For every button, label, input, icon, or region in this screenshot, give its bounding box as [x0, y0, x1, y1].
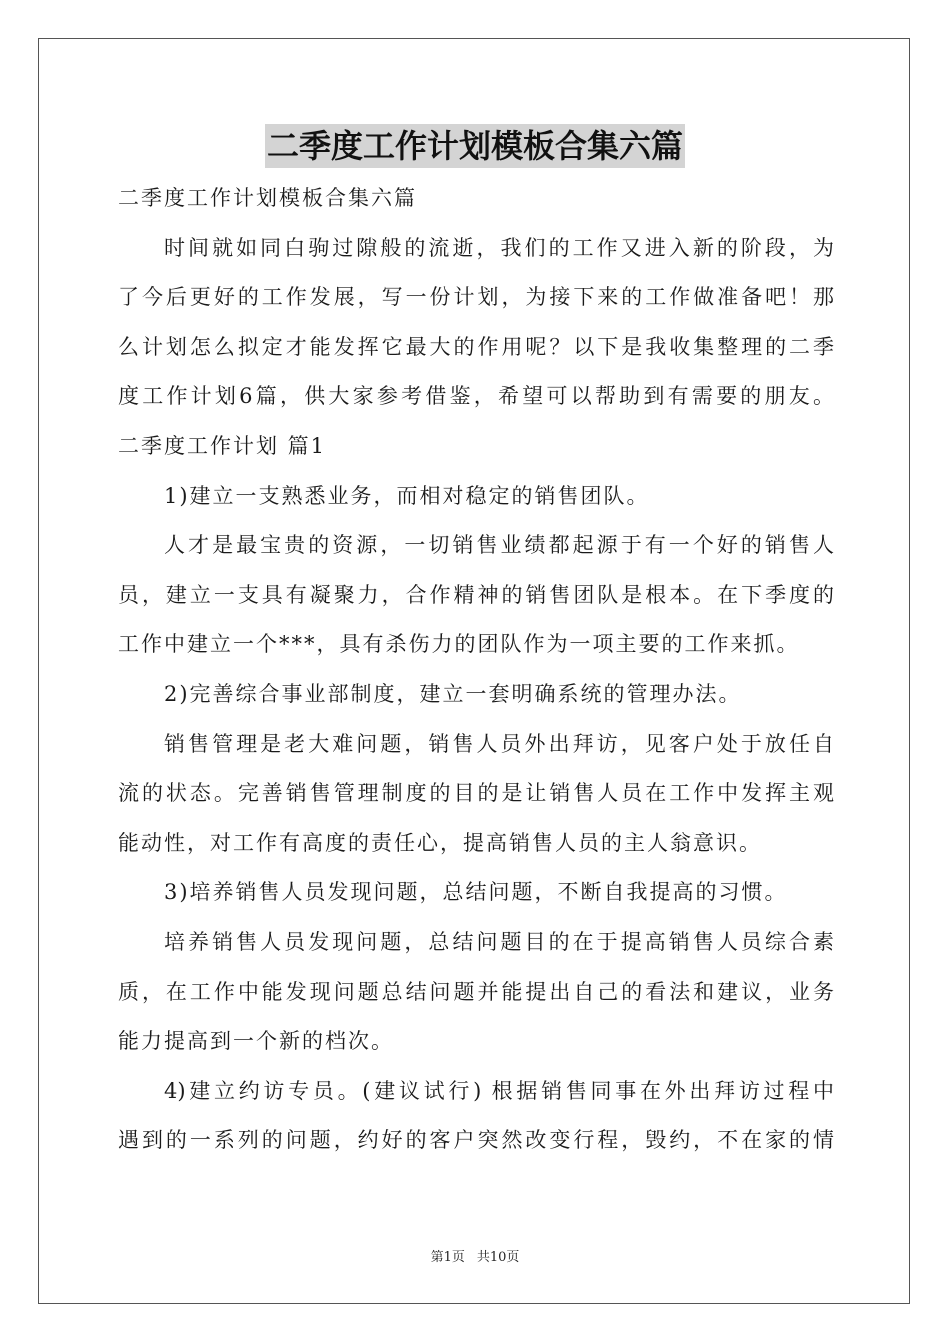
- paragraph-line: 员，建立一支具有凝聚力，合作精神的销售团队是根本。在下季度的: [118, 582, 834, 607]
- paragraph-line: 3)培养销售人员发现问题，总结问题，不断自我提高的习惯。: [164, 880, 788, 905]
- paragraph-line: 销售管理是老大难问题，销售人员外出拜访，见客户处于放任自: [164, 731, 834, 756]
- paragraph-line: 1)建立一支熟悉业务，而相对稳定的销售团队。: [164, 483, 650, 508]
- page-number: 第1页: [430, 1250, 465, 1265]
- paragraph-line: 能力提高到一个新的档次。: [118, 1029, 394, 1054]
- paragraph-line: 质，在工作中能发现问题总结问题并能提出自己的看法和建议，业务: [118, 979, 834, 1004]
- page-total: 共10页: [476, 1250, 520, 1265]
- paragraph-line: 么计划怎么拟定才能发挥它最大的作用呢？以下是我收集整理的二季: [118, 334, 834, 359]
- page-footer: [0, 1246, 950, 1265]
- subtitle-line: 二季度工作计划模板合集六篇: [118, 186, 417, 210]
- document-body: [118, 174, 834, 1166]
- paragraph-line: 遇到的一系列的问题，约好的客户突然改变行程，毁约，不在家的情: [118, 1128, 834, 1153]
- paragraph-line: 培养销售人员发现问题，总结问题目的在于提高销售人员综合素: [164, 929, 834, 954]
- paragraph-line: 人才是最宝贵的资源，一切销售业绩都起源于有一个好的销售人: [164, 533, 834, 558]
- title-wrap: [0, 124, 950, 168]
- document-title: 二季度工作计划模板合集六篇: [265, 124, 685, 168]
- section-heading: 二季度工作计划 篇1: [118, 433, 327, 458]
- paragraph-line: 时间就如同白驹过隙般的流逝，我们的工作又进入新的阶段，为: [164, 235, 834, 260]
- paragraph-line: 能动性，对工作有高度的责任心，提高销售人员的主人翁意识。: [118, 830, 762, 855]
- paragraph-line: 4)建立约访专员。(建议试行) 根据销售同事在外出拜访过程中: [164, 1078, 834, 1103]
- paragraph-line: 度工作计划6篇，供大家参考借鉴，希望可以帮助到有需要的朋友。: [118, 384, 834, 409]
- paragraph-line: 2)完善综合事业部制度，建立一套明确系统的管理办法。: [164, 681, 742, 706]
- paragraph-line: 了今后更好的工作发展，写一份计划，为接下来的工作做准备吧！那: [118, 285, 834, 310]
- paragraph-line: 流的状态。完善销售管理制度的目的是让销售人员在工作中发挥主观: [118, 781, 834, 806]
- paragraph-line: 工作中建立一个***，具有杀伤力的团队作为一项主要的工作来抓。: [118, 632, 800, 657]
